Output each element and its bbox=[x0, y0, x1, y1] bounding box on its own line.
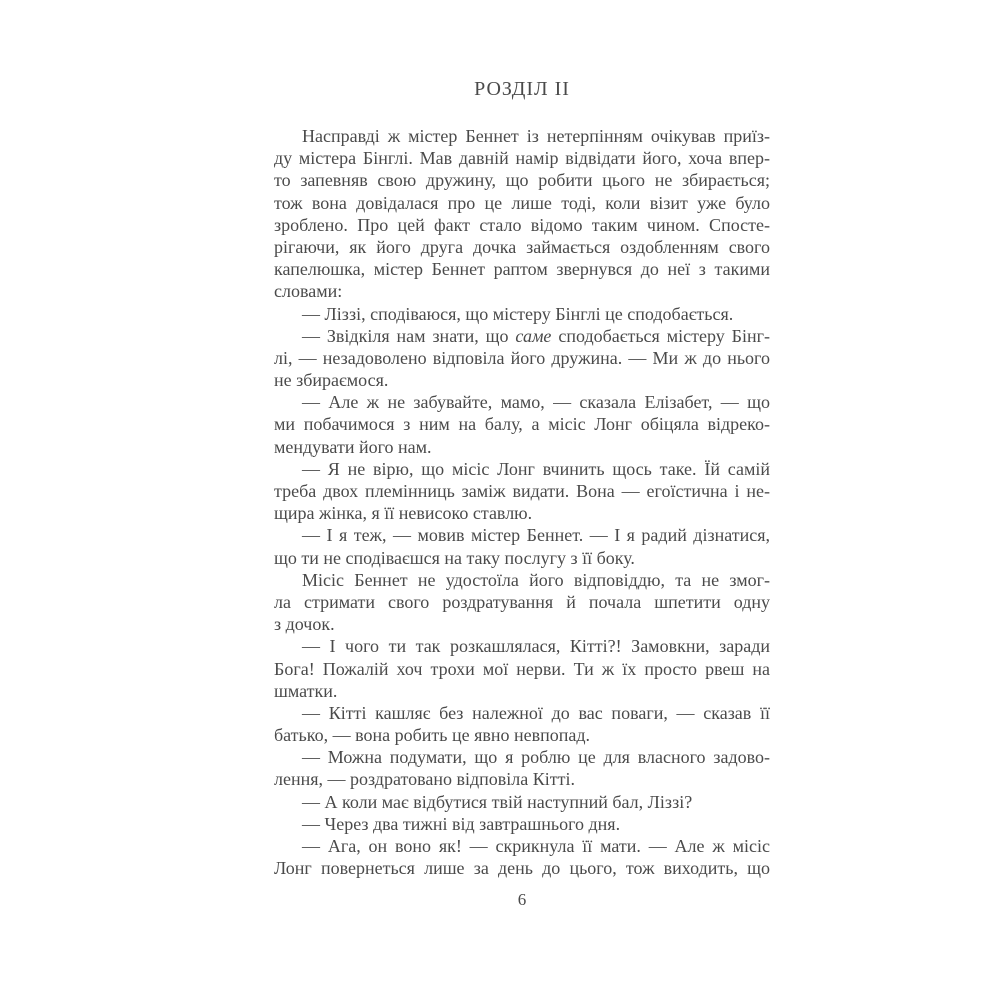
text-line: — А коли має відбутися твій наступний бал, Ліззі? bbox=[302, 791, 693, 812]
text-line: словами: bbox=[274, 281, 343, 302]
text-line: рігаючи, як його друга дочка займається оздобленням свого bbox=[274, 236, 770, 257]
text-line: то запевняв свою дружину, що робити цього не збирається; bbox=[274, 170, 770, 191]
text-line: — Ага, он воно як! — скрикнула її мати. — Але ж місіс bbox=[302, 836, 770, 856]
text-line: ду містера Бінглі. Мав давній намір відвідати його, хоча впер- bbox=[274, 148, 770, 169]
text-line: — І я теж, — мовив містер Беннет. — І я радий дізнатися, bbox=[302, 525, 770, 546]
text-line: Насправді ж містер Беннет із нетерпінням очікував приїз- bbox=[302, 126, 770, 146]
text-line: капелюшка, містер Беннет раптом звернувся до неї з такими bbox=[274, 259, 770, 280]
text-line: шматки. bbox=[274, 680, 338, 701]
paragraph bbox=[274, 458, 770, 525]
text-line: лі, — незадоволено відповіла його дружина. — Ми ж до нього bbox=[274, 347, 770, 368]
text-line: ла стримати свого роздратування й почала шпетити одну bbox=[274, 591, 770, 612]
paragraph bbox=[274, 569, 770, 636]
text-line: — Через два тижні від завтрашнього дня. bbox=[302, 813, 621, 834]
text-line: Бога! Пожалій хоч трохи мої нерви. Ти ж їх просто рвеш на bbox=[274, 658, 770, 679]
paragraph bbox=[274, 746, 770, 790]
paragraph bbox=[274, 524, 770, 568]
text-line: — Я не вірю, що місіс Лонг вчинить щось таке. Їй самій bbox=[302, 458, 770, 479]
text-line: Лонг повернеться лише за день до цього, тож виходить, що bbox=[274, 858, 770, 879]
paragraph bbox=[274, 813, 770, 835]
paragraph bbox=[274, 835, 770, 879]
text-line: не збираємося. bbox=[274, 370, 389, 391]
text-line: лення, — роздратовано відповіла Кітті. bbox=[274, 769, 575, 790]
paragraph bbox=[274, 791, 770, 813]
paragraph bbox=[274, 125, 770, 303]
text-line: — Кітті кашляє без належної до вас поваги, — сказав її bbox=[302, 702, 770, 723]
text-line: — Але ж не забувайте, мамо, — сказала Елізабет, — що bbox=[302, 392, 770, 413]
text-line: — І чого ти так розкашлялася, Кітті?! Замовкни, заради bbox=[302, 636, 770, 657]
text-line: з дочок. bbox=[274, 614, 335, 635]
text-line: — Ліззі, сподіваюся, що містеру Бінглі це сподобається. bbox=[302, 303, 734, 324]
text-line: що ти не сподіваєшся на таку послугу з її боку. bbox=[274, 547, 635, 568]
body-text bbox=[274, 125, 770, 879]
text-line: треба двох племінниць заміж видати. Вона — егоїстична і не- bbox=[274, 481, 770, 501]
paragraph bbox=[274, 325, 770, 392]
text-line: зроблено. Про цей факт стало відомо таким чином. Спосте- bbox=[274, 214, 770, 235]
paragraph bbox=[274, 391, 770, 458]
chapter-title: РОЗДІЛ II bbox=[474, 78, 570, 100]
text-line: ми побачимося з ним на балу, а місіс Лонг обіцяла відреко- bbox=[274, 414, 770, 435]
text-line: — Звідкіля нам знати, що саме сподобається містеру Бінг- bbox=[302, 325, 770, 346]
paragraph bbox=[274, 635, 770, 702]
text-line: щира жінка, я її невисоко ставлю. bbox=[274, 503, 533, 524]
text-line: — Можна подумати, що я роблю це для власного задово- bbox=[302, 747, 770, 768]
text-line: Місіс Беннет не удостоїла його відповіддю, та не змог- bbox=[302, 569, 770, 590]
text-line: мендувати його нам. bbox=[274, 436, 432, 457]
text-line: тож вона довідалася про це лише тоді, коли візит уже було bbox=[274, 192, 770, 213]
text-line: батько, — вона робить це явно невпопад. bbox=[274, 725, 591, 746]
paragraph bbox=[274, 303, 770, 325]
paragraph bbox=[274, 702, 770, 746]
page-number: 6 bbox=[517, 890, 527, 909]
